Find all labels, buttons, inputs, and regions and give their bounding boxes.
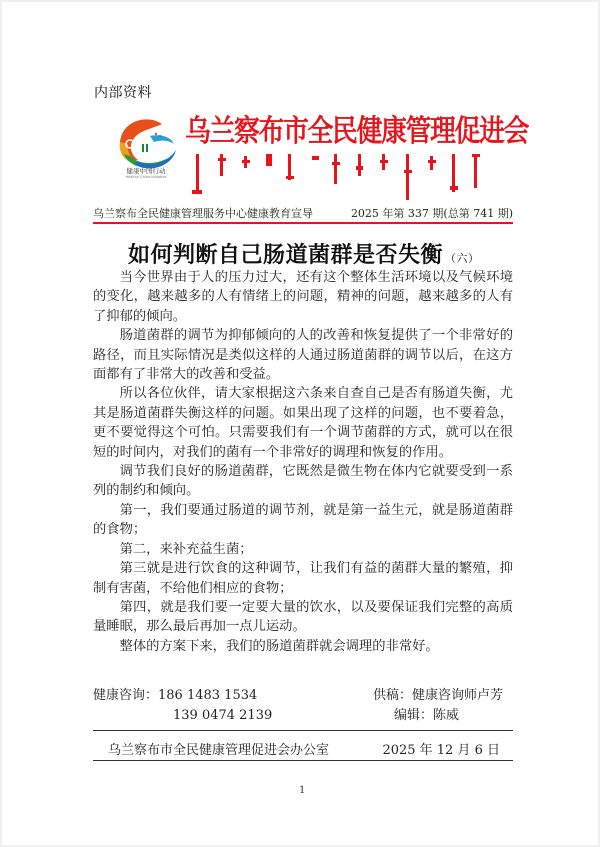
article-title [128,238,480,269]
issue-info [93,205,513,221]
publisher: 乌兰察布全民健康管理服务中心健康教育宣导 [93,207,313,220]
article-body [93,268,513,656]
paragraph: 肠道菌群的调节为抑郁倾向的人的改善和恢复提供了一个非常好的路径，而且实际情况是类似这样的人通过肠道菌群的调节以后，在这方面都有了非常大的改善和受益。 [93,328,513,383]
paragraph: 第四，就是我们要一定要大量的饮水，以及要保证我们完整的高质量睡眠，那么最后再加一点儿运动。 [93,599,513,635]
footer-office: 乌兰察布市全民健康管理促进会办公室 [108,743,330,758]
classification-label: 内部资料 [94,85,152,101]
phone-2: 139 0474 2139 [173,708,273,723]
paragraph: 当今世界由于人的压力过大，还有这个整体生活环境以及气候环境的变化，越来越多的人有情绪上的问题，精神的问题，越来越多的人有了抑郁的倾向。 [93,270,513,324]
logo-caption: 健康中国行动 [126,167,166,175]
paragraph: 调节我们良好的肠道菌群，它既然是微生物在体内它就要受到一系列的制约和倾向。 [93,464,513,499]
paragraph: 第三就是进行饮食的这种调节，让我们有益的菌群大量的繁殖，抑制有害菌，不给他们相应的食物； [93,561,513,596]
footer-date: 2025 年 12 月 6 日 [382,743,500,758]
footer-bottom-rule [93,760,513,761]
consult-label: 健康咨询： [93,688,159,703]
page-number: 1 [299,785,306,796]
paragraph: 整体的方案下来，我们的肠道菌群就会调理的非常好。 [119,638,439,654]
article-part: （六） [445,252,480,265]
footer [108,739,500,758]
editor: 编辑：陈威 [394,708,460,723]
paragraph: 第二，来补充益生菌； [119,541,253,557]
article-title-text: 如何判断自己肠道菌群是否失衡 [128,242,444,268]
document-page [2,2,598,845]
contact-block [93,686,513,726]
paragraph: 所以各位伙伴，请大家根据这六条来自查自己是否有肠道失衡，尤其是肠道菌群失衡这样的问题。如果出现了这样的问题，也不要着急，更不要觉得这个可怕。只需要我们有一个调节菌群的方式，就可以在很短的时间内，对我们的菌有一个非常好的调理和恢复的作用。 [93,386,513,460]
paragraph: 第一，我们要通过肠道的调节剂，就是第一益生元，就是肠道菌群的食物； [93,502,513,538]
contributor: 供稿：健康咨询师卢芳 [373,688,504,703]
org-title: 乌兰察布市全民健康管理促进会 [185,114,529,149]
logo-subcaption: Healthy China Initiative [125,175,167,179]
footer-top-rule [93,730,513,731]
mongolian-script-icon [192,152,502,202]
issue-number: 2025 年第 337 期(总第 741 期) [350,207,513,220]
phone-1: 186 1483 1534 [158,688,258,703]
header-divider [93,222,513,224]
